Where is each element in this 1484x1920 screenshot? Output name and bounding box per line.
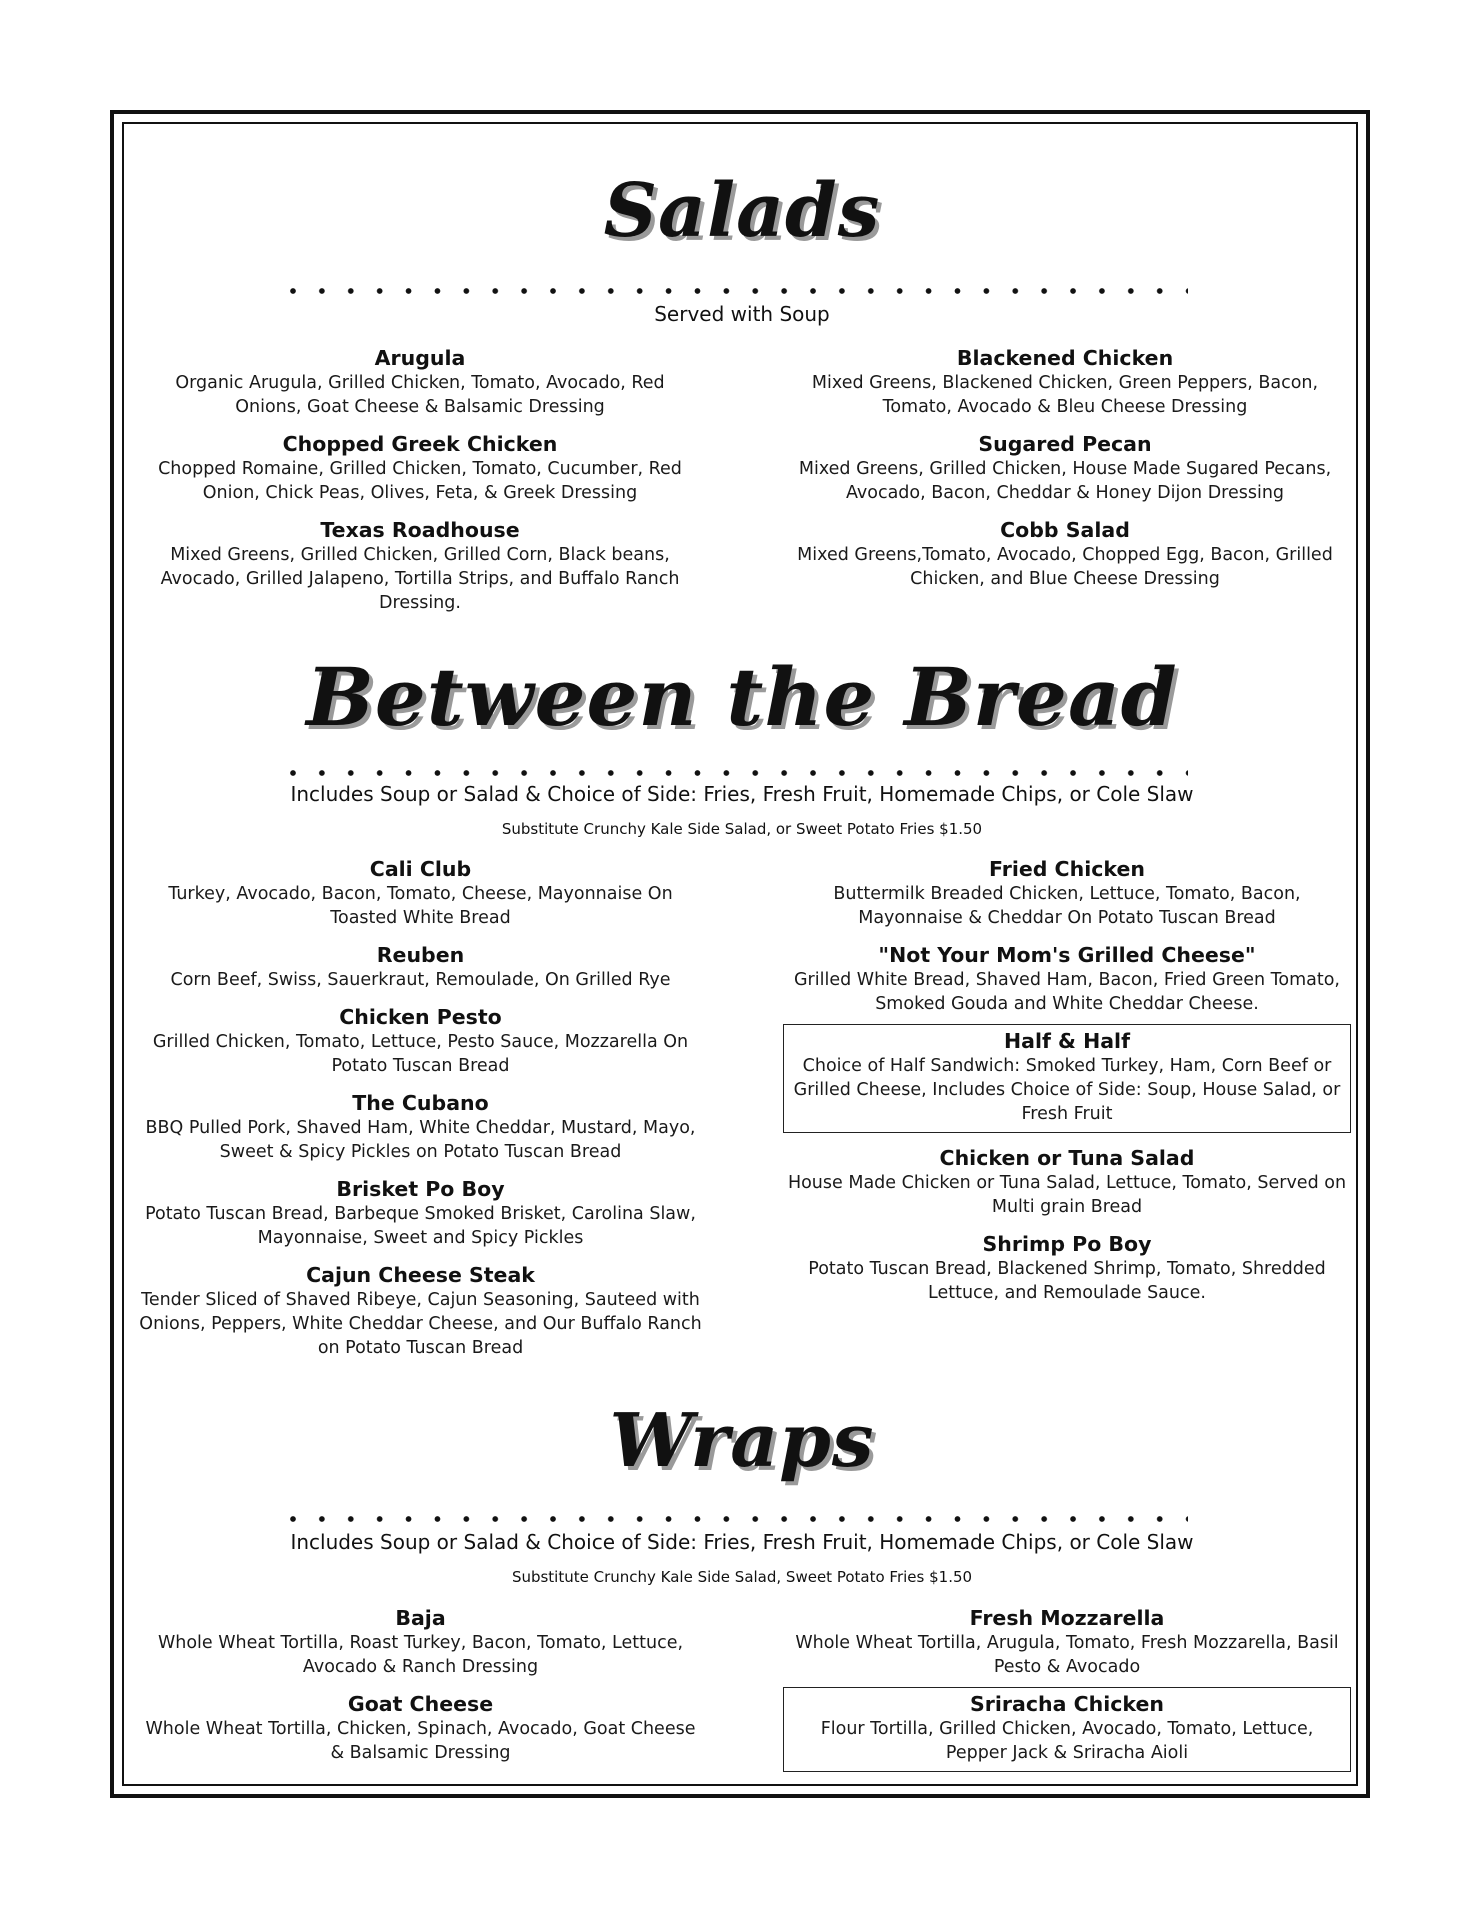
item-name: Baja	[395, 1606, 446, 1630]
menu-item	[790, 518, 1340, 591]
wraps-left-column	[138, 1606, 703, 1778]
salads-heading: Salads	[603, 168, 881, 254]
item-description: Whole Wheat Tortilla, Roast Turkey, Bacon, Tomato, Lettuce, Avocado & Ranch Dressing	[157, 1633, 684, 1677]
item-description: Mixed Greens, Grilled Chicken, Grilled Corn, Black beans, Avocado, Grilled Jalapeno, Tortilla Strips, and Buffalo Ranch Dressing.	[160, 545, 680, 613]
item-name: Fresh Mozzarella	[969, 1606, 1165, 1630]
featured-menu-item-box	[783, 1024, 1351, 1133]
salads-dot-divider	[290, 288, 1188, 294]
item-name: Texas Roadhouse	[320, 518, 520, 542]
item-name: Chopped Greek Chicken	[282, 432, 558, 456]
menu-item	[783, 943, 1351, 1016]
item-name: Goat Cheese	[347, 1692, 494, 1716]
item-description: Buttermilk Breaded Chicken, Lettuce, Tomato, Bacon, Mayonnaise & Cheddar On Potato Tuscan Bread	[833, 884, 1301, 928]
item-description: Potato Tuscan Bread, Barbeque Smoked Brisket, Carolina Slaw, Mayonnaise, Sweet and Spicy Pickles	[145, 1204, 696, 1248]
item-name: Reuben	[376, 943, 465, 967]
item-name: Cobb Salad	[1000, 518, 1130, 542]
bread-note: Includes Soup or Salad & Choice of Side: Fries, Fresh Fruit, Homemade Chips, or Cole Slaw	[290, 782, 1194, 806]
menu-item	[783, 1232, 1351, 1305]
item-name: Sugared Pecan	[978, 432, 1152, 456]
wraps-right-column	[783, 1606, 1351, 1785]
item-description: Corn Beef, Swiss, Sauerkraut, Remoulade, On Grilled Rye	[170, 970, 671, 990]
item-description: Mixed Greens,Tomato, Avocado, Chopped Egg, Bacon, Grilled Chicken, and Blue Cheese Dressing	[797, 545, 1333, 589]
menu-item	[138, 1263, 703, 1360]
wraps-subnote: Substitute Crunchy Kale Side Salad, Sweet Potato Fries $1.50	[511, 1568, 973, 1586]
menu-item	[783, 1606, 1351, 1679]
bread-heading: Between the Bread	[306, 650, 1178, 744]
item-description: Turkey, Avocado, Bacon, Tomato, Cheese, Mayonnaise On Toasted White Bread	[168, 884, 673, 928]
salads-left-column	[150, 346, 690, 628]
item-description: Tender Sliced of Shaved Ribeye, Cajun Seasoning, Sauteed with Onions, Peppers, White Cheddar Cheese, and Our Buffalo Ranch on Potato Tuscan Bread	[139, 1290, 702, 1358]
item-description: Potato Tuscan Bread, Blackened Shrimp, Tomato, Shredded Lettuce, and Remoulade Sauce.	[808, 1259, 1326, 1303]
menu-item	[783, 1146, 1351, 1219]
item-name: Cali Club	[369, 857, 472, 881]
item-name: The Cubano	[352, 1091, 489, 1115]
menu-item	[138, 943, 703, 992]
wraps-note: Includes Soup or Salad & Choice of Side: Fries, Fresh Fruit, Homemade Chips, or Cole Slaw	[290, 1530, 1194, 1554]
item-name: Sriracha Chicken	[970, 1692, 1164, 1716]
item-description: Grilled White Bread, Shaved Ham, Bacon, Fried Green Tomato, Smoked Gouda and White Cheddar Cheese.	[794, 970, 1340, 1014]
menu-item	[138, 1692, 703, 1765]
item-description: Chopped Romaine, Grilled Chicken, Tomato, Cucumber, Red Onion, Chick Peas, Olives, Feta, & Greek Dressing	[158, 459, 682, 503]
item-description: Mixed Greens, Grilled Chicken, House Made Sugared Pecans, Avocado, Bacon, Cheddar & Honey Dijon Dressing	[798, 459, 1332, 503]
item-description: Grilled Chicken, Tomato, Lettuce, Pesto Sauce, Mozzarella On Potato Tuscan Bread	[152, 1032, 689, 1076]
menu-item	[138, 1606, 703, 1679]
menu-item	[138, 1005, 703, 1078]
item-name: Brisket Po Boy	[336, 1177, 505, 1201]
item-name: Fried Chicken	[989, 857, 1145, 881]
salads-note: Served with Soup	[654, 302, 830, 326]
menu-item	[138, 857, 703, 930]
wraps-heading: Wraps	[609, 1398, 875, 1484]
item-description: Whole Wheat Tortilla, Arugula, Tomato, Fresh Mozzarella, Basil Pesto & Avocado	[795, 1633, 1339, 1677]
item-name: Shrimp Po Boy	[982, 1232, 1152, 1256]
item-name: Chicken or Tuna Salad	[939, 1146, 1195, 1170]
item-description: House Made Chicken or Tuna Salad, Lettuce, Tomato, Served on Multi grain Bread	[787, 1173, 1347, 1217]
bread-dot-divider	[290, 770, 1188, 776]
bread-left-column	[138, 857, 703, 1373]
menu-item	[790, 346, 1340, 419]
menu-item	[150, 518, 690, 615]
item-description: BBQ Pulled Pork, Shaved Ham, White Cheddar, Mustard, Mayo, Sweet & Spicy Pickles on Potato Tuscan Bread	[145, 1118, 696, 1162]
item-description: Organic Arugula, Grilled Chicken, Tomato, Avocado, Red Onions, Goat Cheese & Balsamic Dressing	[175, 373, 665, 417]
menu-item	[138, 1177, 703, 1250]
item-name: Blackened Chicken	[956, 346, 1174, 370]
menu-item	[138, 1091, 703, 1164]
item-name: Half & Half	[1003, 1029, 1131, 1053]
menu-item	[790, 432, 1340, 505]
featured-menu-item-box	[783, 1687, 1351, 1772]
wraps-dot-divider	[290, 1516, 1188, 1522]
menu-item	[783, 857, 1351, 930]
bread-subnote: Substitute Crunchy Kale Side Salad, or Sweet Potato Fries $1.50	[501, 820, 983, 838]
menu-item	[150, 432, 690, 505]
menu-item	[150, 346, 690, 419]
item-description: Choice of Half Sandwich: Smoked Turkey, Ham, Corn Beef or Grilled Cheese, Includes Choice of Side: Soup, House Salad, or Fresh Fruit	[793, 1056, 1341, 1124]
item-description: Mixed Greens, Blackened Chicken, Green Peppers, Bacon, Tomato, Avocado & Bleu Cheese Dressing	[811, 373, 1319, 417]
bread-right-column	[783, 857, 1351, 1318]
item-name: Arugula	[374, 346, 466, 370]
item-description: Flour Tortilla, Grilled Chicken, Avocado, Tomato, Lettuce, Pepper Jack & Sriracha Aioli	[820, 1719, 1314, 1763]
item-description: Whole Wheat Tortilla, Chicken, Spinach, Avocado, Goat Cheese & Balsamic Dressing	[145, 1719, 696, 1763]
item-name: Chicken Pesto	[339, 1005, 502, 1029]
salads-right-column	[790, 346, 1340, 604]
item-name: "Not Your Mom's Grilled Cheese"	[878, 943, 1256, 967]
item-name: Cajun Cheese Steak	[306, 1263, 535, 1287]
